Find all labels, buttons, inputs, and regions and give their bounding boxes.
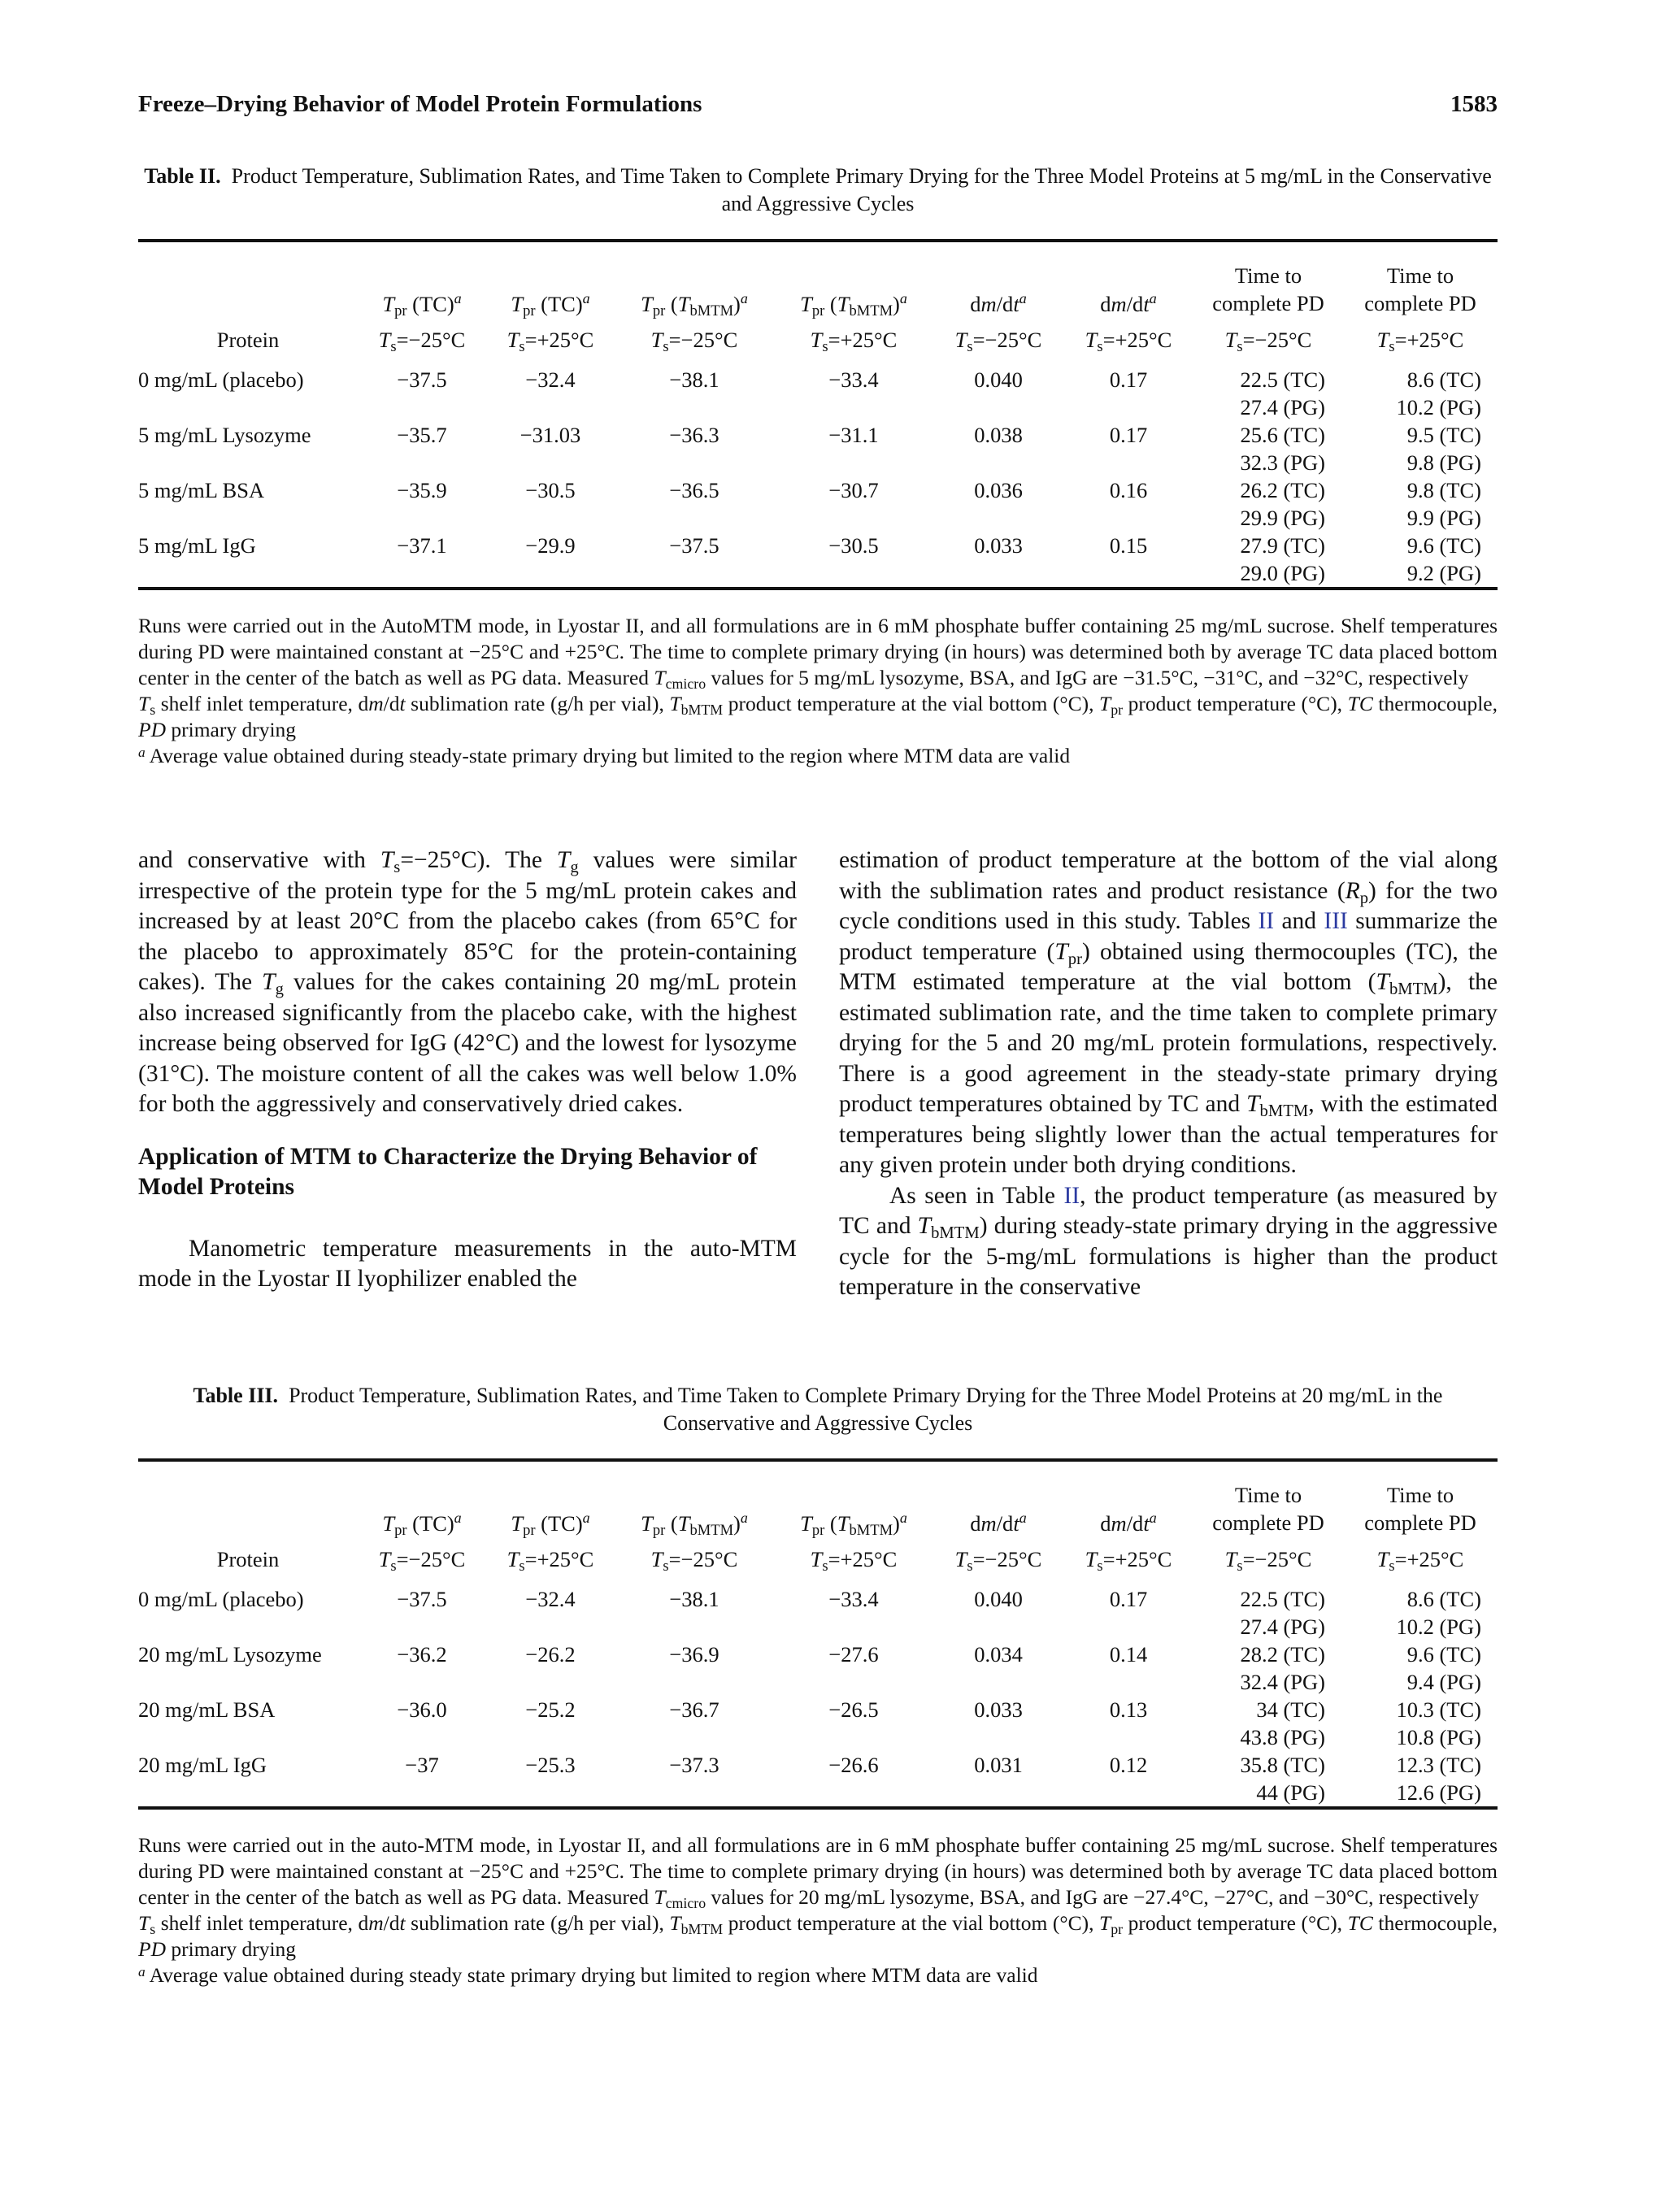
value-cell: −26.6 xyxy=(828,1753,879,1777)
table-ii-header-row-1 xyxy=(138,241,1498,320)
col-tpr-tc-2: $T_{pr}$ (TC)$^a$ xyxy=(511,290,590,320)
value-cell: −33.4 xyxy=(828,367,879,392)
time-cell-aggressive: 8.6 (TC) 10.2 (PG) xyxy=(1396,1587,1481,1639)
value-cell: −25.2 xyxy=(525,1697,576,1722)
time-cell-conservative: 25.6 (TC) 32.3 (PG) xyxy=(1240,423,1325,475)
col-time-pd-2: Time to complete PD xyxy=(1364,263,1476,315)
table-iii-label: Table III. xyxy=(193,1384,279,1407)
value-cell: −25.3 xyxy=(525,1753,576,1777)
table-iii-header-row-1: $T_{pr}$ (TC)$^a$ $T_{pr}$ (TC)$^a$ $T_{pr}$ $(T_{bMTM})^a$ $T_{pr}$ $(T_{bMTM})^a$ $dm/dt^a$ $dm/dt^a$ Time to complete PD Time to complete PD xyxy=(138,1460,1498,1540)
value-cell: 0.17 xyxy=(1109,367,1148,392)
table-row xyxy=(138,1696,1498,1751)
value-cell: −37.5 xyxy=(397,367,447,392)
value-cell: −36.5 xyxy=(669,478,719,502)
right-paragraph-2: As seen in Table II, the product temperature (as measured by TC and $T_{bMTM}$) during steady-state primary drying in the aggressive cycle for the 5-mg/mL formulations is higher than the product temperature in the conservative xyxy=(839,1182,1498,1300)
time-cell-aggressive: 9.8 (TC) 9.9 (PG) xyxy=(1406,478,1481,530)
value-cell: 0.13 xyxy=(1109,1697,1148,1722)
value-cell: −38.1 xyxy=(669,367,719,392)
protein-cell: 20 mg/mL BSA xyxy=(138,1697,276,1722)
protein-header: Protein xyxy=(216,327,280,352)
protein-cell: 5 mg/mL BSA xyxy=(138,478,265,502)
value-cell: −31.1 xyxy=(828,423,879,447)
table-iii-block xyxy=(138,1382,1498,1988)
col-dmdt-1: $dm/dt^a$ xyxy=(970,290,1027,316)
value-cell: 0.038 xyxy=(974,423,1023,447)
time-cell-conservative: 28.2 (TC) 32.4 (PG) xyxy=(1240,1642,1325,1694)
left-paragraph-2: Manometric temperature measurements in the auto-MTM mode in the Lyostar II lyophilizer enabled the xyxy=(138,1235,797,1292)
value-cell: 0.15 xyxy=(1109,533,1148,558)
table-row xyxy=(138,476,1498,532)
value-cell: −36.3 xyxy=(669,423,719,447)
table-ii-body xyxy=(138,359,1498,589)
table-ii-label: Table II. xyxy=(144,164,221,188)
protein-cell: 5 mg/mL Lysozyme xyxy=(138,423,311,447)
value-cell: 0.034 xyxy=(974,1642,1023,1667)
value-cell: −35.7 xyxy=(397,423,447,447)
right-paragraph-1: estimation of product temperature at the bottom of the vial along with the sublimation rates and product resistance $(R_p)$ for the two cycle conditions used in this study. Tables II and III summarize the product temperature $(T_{pr})$ obtained using thermocouples (TC), the MTM estimated temperature at the vial bottom $(T_{bMTM})$, the estimated sublimation rate, and the time taken to complete primary drying for the 5 and 20 mg/mL protein formulations, respectively. There is a good agreement in the steady-state primary drying product temperatures obtained by TC and $T_{bMTM}$, with the estimated temperatures being slightly lower than the actual temperatures for any given protein under both drying conditions. xyxy=(839,847,1498,1178)
value-cell: 0.17 xyxy=(1109,1587,1148,1611)
table-ii-notes xyxy=(138,613,1498,769)
ref-table-iii[interactable]: III xyxy=(1324,908,1348,934)
protein-cell: 0 mg/mL (placebo) xyxy=(138,1587,304,1611)
value-cell: −36.0 xyxy=(397,1697,447,1722)
value-cell: −37.5 xyxy=(669,533,719,558)
col-time-pd-1: Time to complete PD xyxy=(1212,263,1324,315)
value-cell: −38.1 xyxy=(669,1587,719,1611)
running-header xyxy=(138,91,1498,118)
value-cell: 0.040 xyxy=(974,1587,1023,1611)
table-row xyxy=(138,421,1498,476)
table-iii-note-symbols: $T_s$ shelf inlet temperature, dm/dt sublimation rate (g/h per vial), $T_{bMTM}$ product temperature at the vial bottom (°C), $T_{pr}$ product temperature (°C), TC thermocouple, PD primary drying xyxy=(138,1911,1498,1961)
value-cell: −31.03 xyxy=(519,423,581,447)
value-cell: −27.6 xyxy=(828,1642,879,1667)
value-cell: 0.040 xyxy=(974,367,1023,392)
value-cell: −36.9 xyxy=(669,1642,719,1667)
time-cell-conservative: 22.5 (TC) 27.4 (PG) xyxy=(1240,367,1325,419)
time-cell-aggressive: 12.3 (TC) 12.6 (PG) xyxy=(1396,1753,1481,1805)
time-cell-aggressive: 9.6 (TC) 9.2 (PG) xyxy=(1406,533,1481,585)
ref-table-ii[interactable]: II xyxy=(1258,908,1275,934)
protein-cell: 0 mg/mL (placebo) xyxy=(138,367,304,392)
running-title: Freeze–Drying Behavior of Model Protein Formulations xyxy=(138,91,702,117)
value-cell: −32.4 xyxy=(525,1587,576,1611)
table-row xyxy=(138,1579,1498,1641)
protein-cell: 20 mg/mL Lysozyme xyxy=(138,1642,322,1667)
table-iii-notes xyxy=(138,1832,1498,1988)
left-column xyxy=(138,845,797,1295)
table-row xyxy=(138,1751,1498,1808)
value-cell: −36.2 xyxy=(397,1642,447,1667)
col-tpr-tc-1: $T_{pr}$ (TC)$^a$ xyxy=(382,290,462,320)
right-column xyxy=(839,845,1498,1303)
table-iii-header-row-2: Protein $T_s=-25^\circ C$ $T_s=+25^\circ C$ $T_s=-25^\circ C$ $T_s=+25^\circ C$ $T_s=-25^\circ C$ $T_s=+25^\circ C$ $T_s=-25^\circ C$ $T_s=+25^\circ C$ xyxy=(216,1546,1464,1575)
time-cell-conservative: 27.9 (TC) 29.0 (PG) xyxy=(1240,533,1325,585)
ref-table-ii-2[interactable]: II xyxy=(1063,1182,1080,1209)
table-iii xyxy=(138,1458,1498,1827)
value-cell: 0.036 xyxy=(974,478,1023,502)
table-iii-body xyxy=(138,1579,1498,1808)
value-cell: −37 xyxy=(405,1753,439,1777)
value-cell: −30.5 xyxy=(525,478,576,502)
value-cell: −35.9 xyxy=(397,478,447,502)
value-cell: −30.7 xyxy=(828,478,879,502)
value-cell: −26.5 xyxy=(828,1697,879,1722)
table-ii-note-runs: Runs were carried out in the AutoMTM mode, in Lyostar II, and all formulations are in 6 mM phosphate buffer containing 25 mg/mL sucrose. Shelf temperatures during PD were maintained constant at −25°C and +25°C. The time to complete primary drying (in hours) was determined both by average TC data placed bottom center in the center of the batch as well as PG data. Measured $T_{cmicro}$ values for 5 mg/mL lysozyme, BSA, and IgG are −31.5°C, −31°C, and −32°C, respectively xyxy=(138,614,1498,692)
value-cell: 0.16 xyxy=(1109,478,1148,502)
time-cell-conservative: 26.2 (TC) 29.9 (PG) xyxy=(1240,478,1325,530)
table-ii xyxy=(138,239,1498,608)
table-ii-caption xyxy=(138,163,1498,218)
table-row xyxy=(138,532,1498,589)
value-cell: 0.14 xyxy=(1109,1642,1148,1667)
col-tpr-tbmtm-1: $T_{pr}$ $(T_{bMTM})^a$ xyxy=(641,290,748,320)
time-cell-aggressive: 8.6 (TC) 10.2 (PG) xyxy=(1396,367,1481,419)
time-cell-conservative: 34 (TC) 43.8 (PG) xyxy=(1240,1697,1325,1749)
table-iii-caption-text: Product Temperature, Sublimation Rates, and Time Taken to Complete Primary Drying for the Three Model Proteins at 20 mg/mL in the Conservative and Aggressive Cycles xyxy=(289,1384,1443,1435)
value-cell: −33.4 xyxy=(828,1587,879,1611)
value-cell: 0.031 xyxy=(974,1753,1023,1777)
value-cell: −37.5 xyxy=(397,1587,447,1611)
table-iii-note-runs: Runs were carried out in the auto-MTM mode, in Lyostar II, and all formulations are in 6 mM phosphate buffer containing 25 mg/mL sucrose. Shelf temperatures during PD were maintained constant at −25°C and +25°C. The time to complete primary drying (in hours) was determined both by average TC data placed bottom center in the center of the batch as well as PG data. Measured $T_{cmicro}$ values for 20 mg/mL lysozyme, BSA, and IgG are −27.4°C, −27°C, and −30°C, respectively xyxy=(138,1833,1498,1911)
value-cell: −30.5 xyxy=(828,533,879,558)
value-cell: −26.2 xyxy=(525,1642,576,1667)
value-cell: −29.9 xyxy=(525,533,576,558)
time-cell-conservative: 35.8 (TC) 44 (PG) xyxy=(1240,1753,1325,1805)
left-paragraph-1: and conservative with $T_s=-25^\circ C$). The $T_g$ values were similar irrespective of the protein type for the 5 mg/mL protein cakes and increased by at least 20°C from the placebo cakes (from 65°C for the placebo to approximately 85°C for the protein-containing cakes). The $T_g$ values for the cakes containing 20 mg/mL protein also increased significantly from the placebo cake, with the highest increase being observed for IgG (42°C) and the lowest for lysozyme (31°C). The moisture content of all the cakes was well below 1.0% for both the aggressively and conservatively dried cakes. xyxy=(138,847,797,1117)
table-ii-note-a: $^a$ Average value obtained during steady-state primary drying but limited to the region where MTM data are valid xyxy=(138,744,1071,767)
table-iii-note-a: $^a$ Average value obtained during steady state primary drying but limited to region where MTM data are valid xyxy=(138,1963,1038,1987)
col-dmdt-2: $dm/dt^a$ xyxy=(1100,290,1157,316)
value-cell: 0.17 xyxy=(1109,423,1148,447)
value-cell: 0.033 xyxy=(974,533,1023,558)
table-ii-header-row-2: Protein $T_s=-25^\circ C$ $T_s=+25^\circ C$ $T_s=-25^\circ C$ $T_s=+25^\circ C$ $T_s=-25^\circ C$ $T_s=+25^\circ C$ $T_s=-25^\circ C$ $T_s=+25^\circ C$ xyxy=(138,320,1498,359)
page-number: 1583 xyxy=(1450,91,1498,117)
table-row xyxy=(138,1641,1498,1696)
table-iii-caption xyxy=(138,1382,1498,1437)
col-tpr-tbmtm-2: $T_{pr}$ $(T_{bMTM})^a$ xyxy=(800,290,907,320)
value-cell: 0.12 xyxy=(1109,1753,1148,1777)
time-cell-aggressive: 9.6 (TC) 9.4 (PG) xyxy=(1406,1642,1481,1694)
time-cell-conservative: 22.5 (TC) 27.4 (PG) xyxy=(1240,1587,1325,1639)
table-ii-caption-text: Product Temperature, Sublimation Rates, and Time Taken to Complete Primary Drying for the Three Model Proteins at 5 mg/mL in the Conservative and Aggressive Cycles xyxy=(231,164,1492,215)
value-cell: −37.3 xyxy=(669,1753,719,1777)
value-cell: −36.7 xyxy=(669,1697,719,1722)
time-cell-aggressive: 10.3 (TC) 10.8 (PG) xyxy=(1396,1697,1481,1749)
protein-cell: 5 mg/mL IgG xyxy=(138,533,256,558)
value-cell: −37.1 xyxy=(397,533,447,558)
value-cell: −32.4 xyxy=(525,367,576,392)
protein-cell: 20 mg/mL IgG xyxy=(138,1753,267,1777)
value-cell: 0.033 xyxy=(974,1697,1023,1722)
time-cell-aggressive: 9.5 (TC) 9.8 (PG) xyxy=(1406,423,1481,475)
table-ii-block xyxy=(138,163,1498,769)
table-ii-note-symbols: $T_s$ shelf inlet temperature, dm/dt sublimation rate (g/h per vial), $T_{bMTM}$ product temperature at the vial bottom (°C), $T_{pr}$ product temperature (°C), TC thermocouple, PD primary drying xyxy=(138,692,1498,741)
table-row xyxy=(138,359,1498,421)
section-heading: Application of MTM to Characterize the Drying Behavior of Model Proteins xyxy=(138,1143,758,1200)
